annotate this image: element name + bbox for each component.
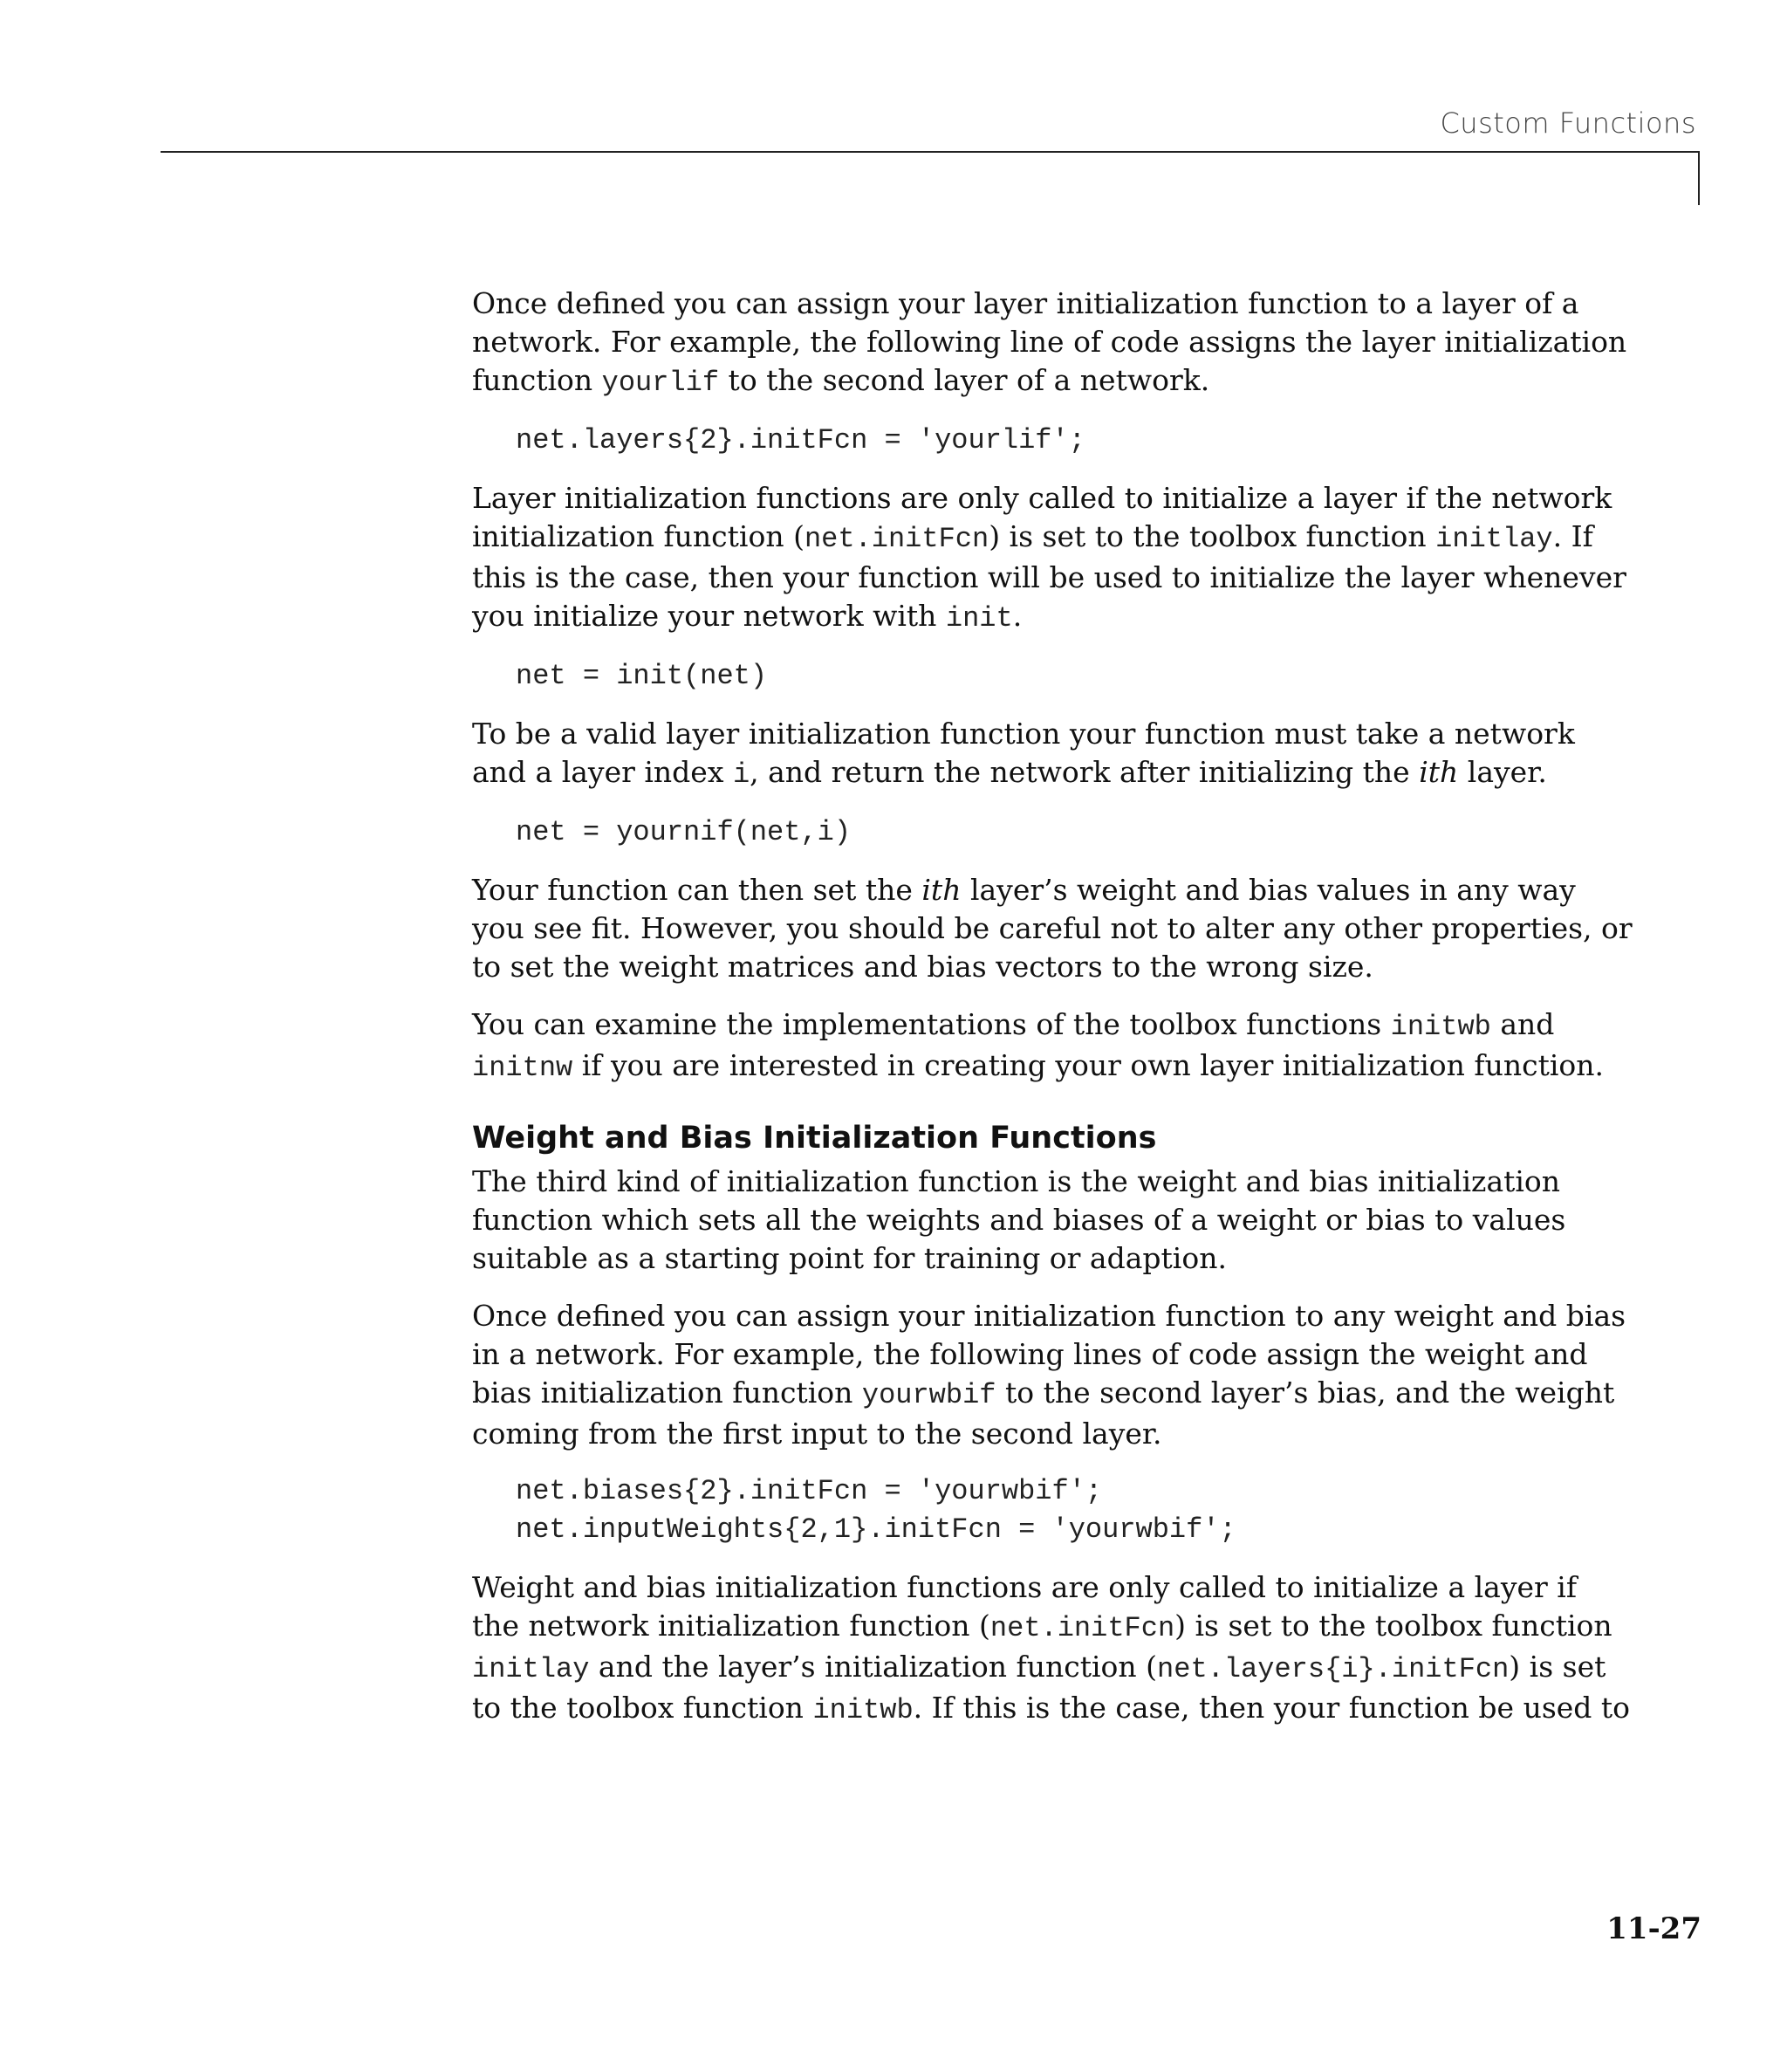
code-initwb: initwb [1390,1011,1491,1043]
code-initlay: initlay [472,1653,590,1685]
code-yourwbif: yourwbif [861,1379,996,1411]
paragraph-third-kind: The third kind of initialization function is the weight and bias initialization function which sets all the weights and biases of a weight or bias to values suitable as a starting point for training or adaption. [472,1164,1566,1275]
code-init: init [945,602,1013,635]
code-initnw: initnw [472,1052,573,1084]
code-yourlif: yourlif [601,367,720,399]
code-net-layers-initfcn: net.layers{i}.initFcn [1157,1653,1510,1685]
page-body [472,285,1633,1749]
code-i: i [732,758,750,791]
paragraph-examine-implementations: You can examine the implementations of the toolbox functions initwb and initnw if you are interested in creating your own layer initialization function. [472,1007,1604,1084]
running-header: Custom Functions [1440,106,1696,140]
code-block-yournif: net = yournif(net,i) [516,816,852,848]
paragraph-weight-bias-init-conditions: Weight and bias initialization functions are only called to initialize a layer if the network initialization function (net.initFcn) is set to the toolbox function initlay and the layer’s initialization function (net.layers{i}.initFcn) is set to the toolbox function initwb. If this is the case, then your function be used to [472,1570,1631,1726]
code-line: net.biases{2}.initFcn = 'yourwbif'; [516,1475,1103,1507]
code-block-biases-inputweights [516,1472,1633,1549]
paragraph-layer-init-conditions: Layer initialization functions are only called to initialize a layer if the network initialization function (net.initFcn) is set to the toolbox function initlay. If this is the case, then your function will be used to initialize the layer whenever you initialize your network with init. [472,481,1626,635]
paragraph-valid-layer-init: To be a valid layer initialization function your function must take a network and a layer index i, and return the network after initializing the ith layer. [472,717,1575,791]
code-net-initfcn: net.initFcn [989,1612,1175,1644]
emphasis-ith: ith [921,873,962,907]
header-rule-tick [1698,151,1700,205]
header-rule [161,151,1700,153]
code-initwb: initwb [812,1694,914,1726]
paragraph-set-weights: Your function can then set the ith layer’s weight and bias values in any way you see fit. However, you should be careful not to alter any other properties, or to set the weight matrices and bias vectors to the wrong size. [472,873,1633,984]
emphasis-ith: ith [1419,755,1459,789]
code-initlay: initlay [1435,523,1553,555]
section-heading: Weight and Bias Initialization Functions [472,1121,1157,1156]
code-block-layers-initfcn: net.layers{2}.initFcn = 'yourlif'; [516,424,1085,456]
paragraph-assign-weight-bias-init: Once defined you can assign your initialization function to any weight and bias in a network. For example, the following lines of code assign the weight and bias initialization function yourwbif to the second layer’s bias, and the weight coming from the first input to the second layer. [472,1299,1626,1451]
code-net-initfcn: net.initFcn [804,523,989,555]
paragraph-assign-layer-init: Once defined you can assign your layer initialization function to a layer of a network. For example, the following line of code assigns the layer initialization function yourlif to the second layer of a network. [472,286,1627,399]
code-block-init-net: net = init(net) [516,660,768,692]
page-number: 11-27 [1606,1911,1701,1946]
code-line: net.inputWeights{2,1}.initFcn = 'yourwbif'; [516,1513,1236,1546]
